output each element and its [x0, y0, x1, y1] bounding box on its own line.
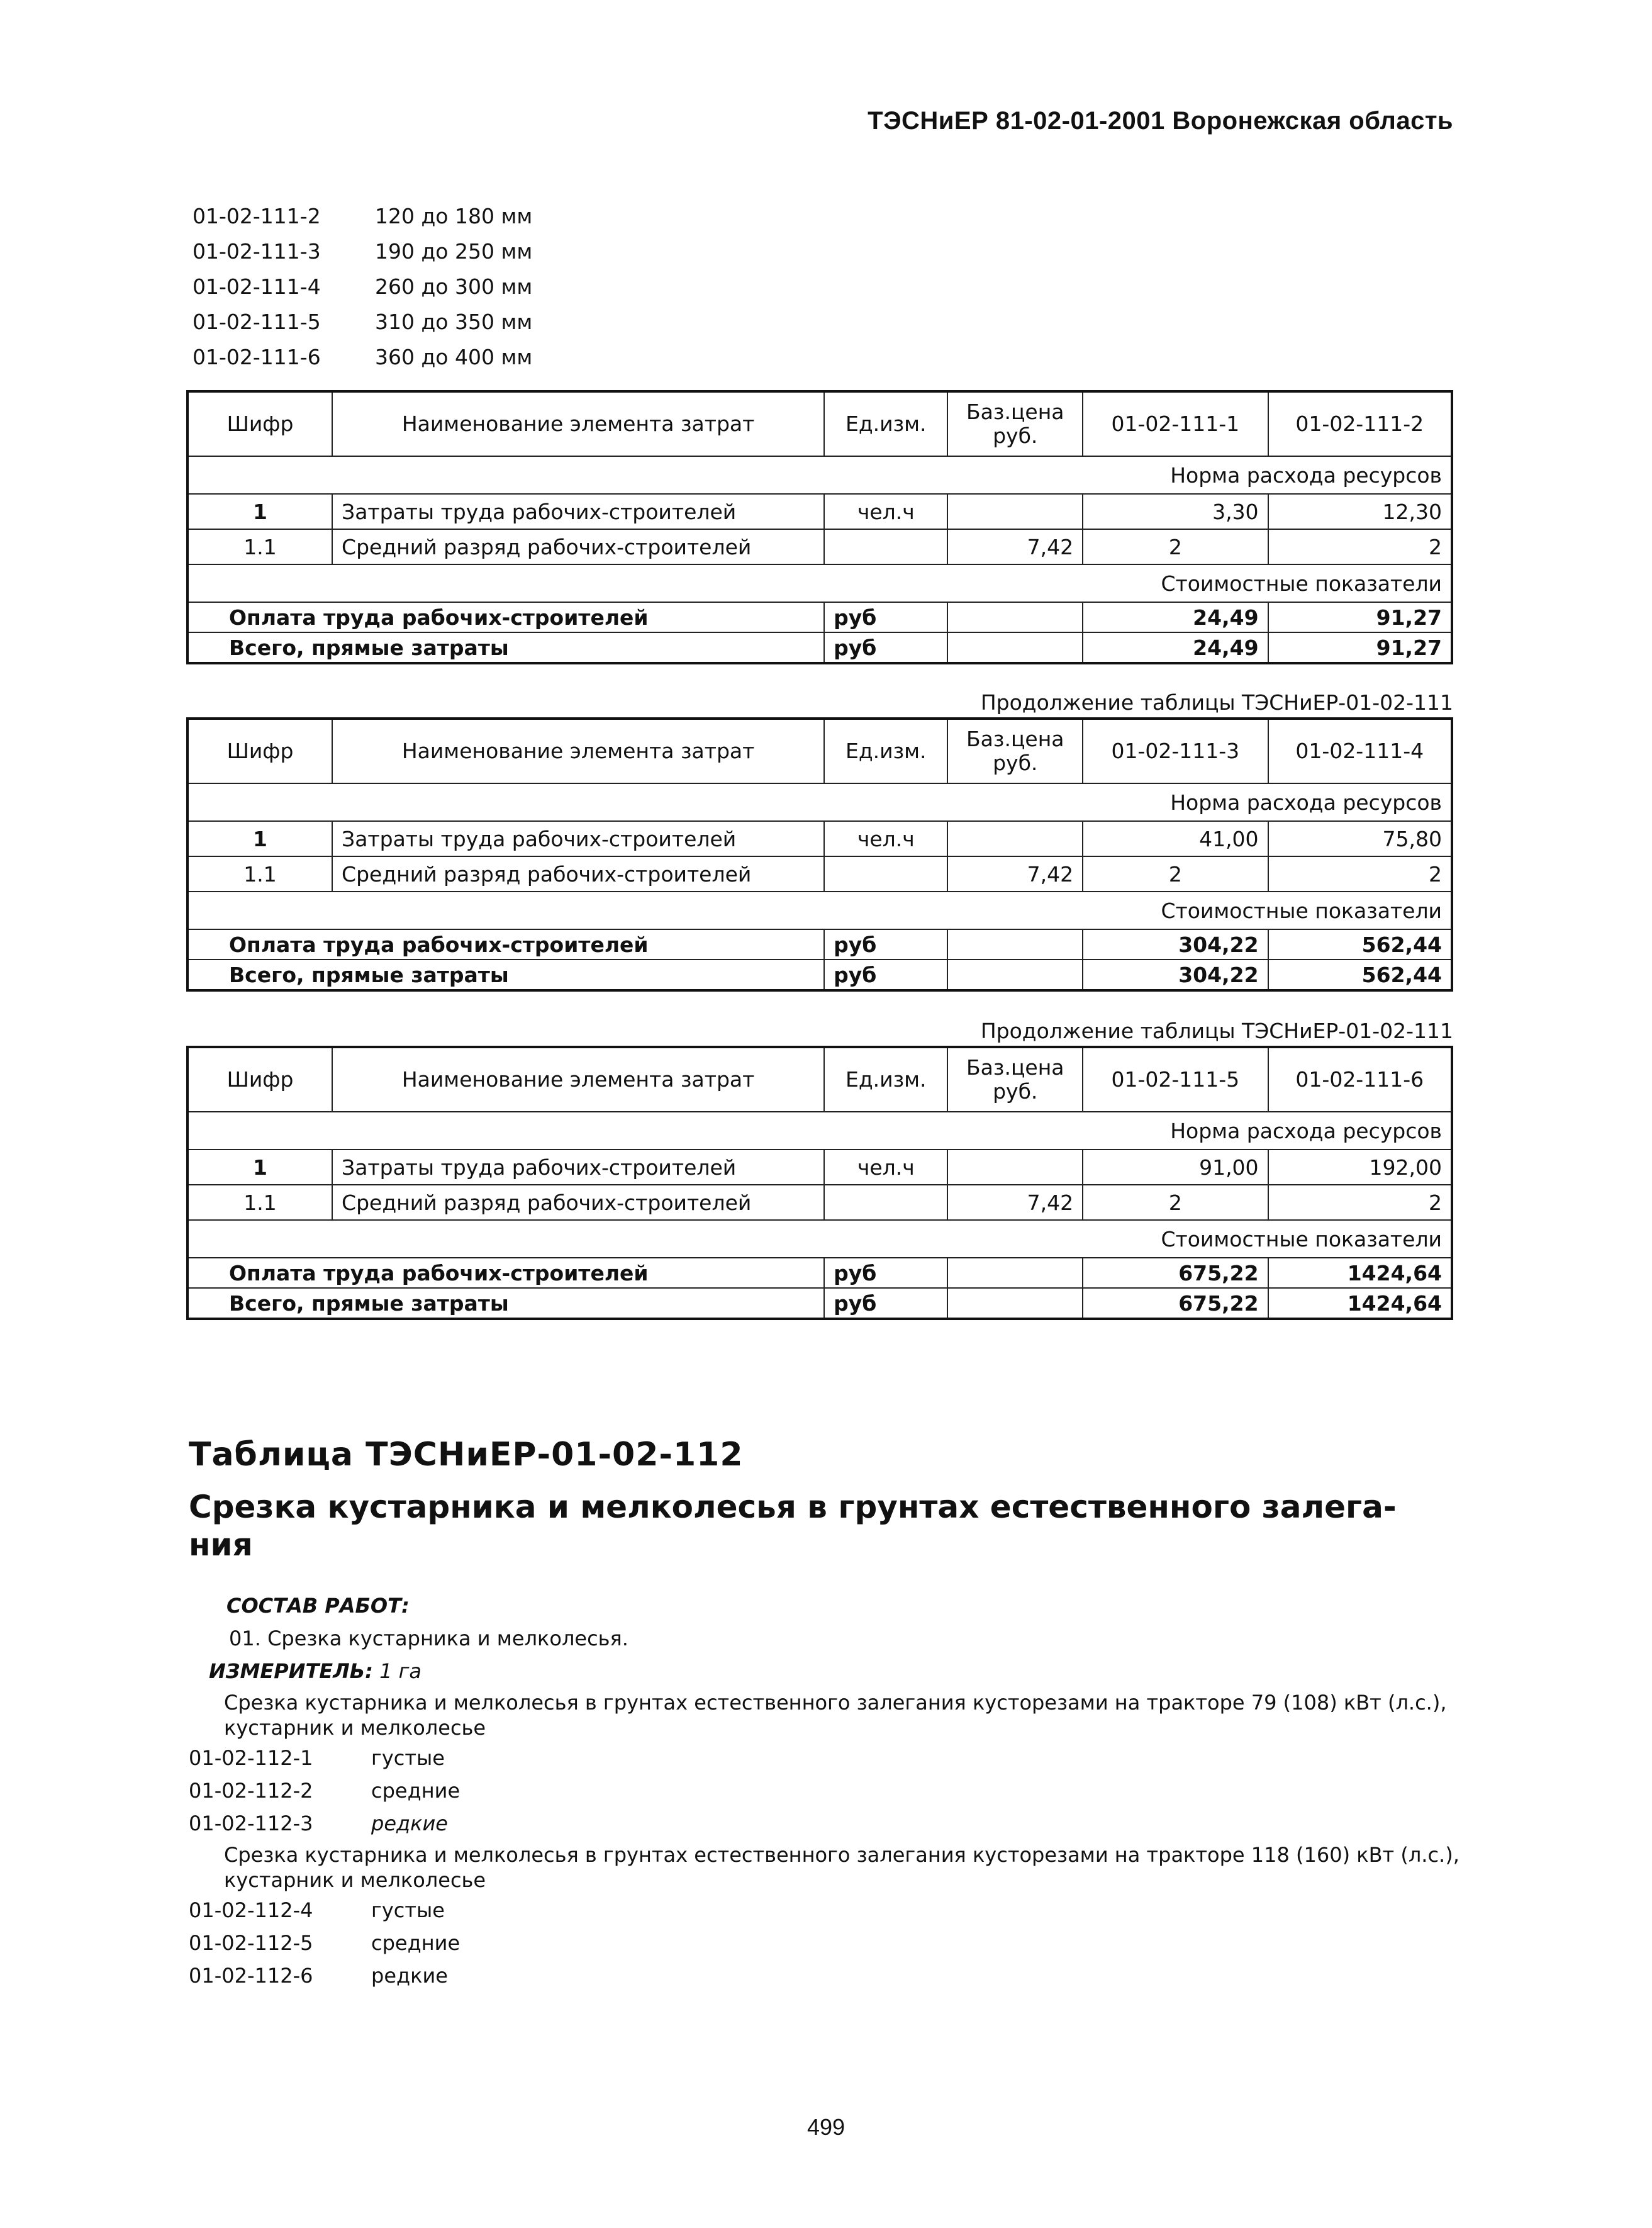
cost-label: Стоимостные показатели: [187, 892, 1452, 929]
cost-label: Стоимостные показатели: [187, 1220, 1452, 1258]
total-price: [947, 632, 1083, 663]
group-description: Срезка кустарника и мелколесья в грунтах естественного залегания кусторезами на тракторе 118 (160) кВт (л.с.), кустарник и мелколесье: [224, 1843, 1459, 1892]
measure-line: [189, 1655, 1459, 1688]
header-unit: Ед.изм.: [824, 719, 947, 783]
header-shifr: Шифр: [187, 391, 332, 456]
header-col-1: 01-02-111-1: [1083, 391, 1268, 456]
header-name: Наименование элемента затрат: [332, 1047, 824, 1112]
section-row: [187, 456, 1452, 494]
cell-price: [947, 494, 1083, 529]
measure-value: 1 га: [379, 1659, 422, 1683]
item-label: 310 до 350 мм: [375, 310, 533, 334]
works-section: [189, 1589, 1459, 1992]
header-name: Наименование элемента затрат: [332, 719, 824, 783]
cell-unit: [824, 529, 947, 564]
section-row: [187, 1220, 1452, 1258]
item-label: средние: [371, 1779, 460, 1803]
section-row: [187, 1112, 1452, 1150]
cell-shifr: 1.1: [187, 529, 332, 564]
continuation-caption: Продолжение таблицы ТЭСНиЕР-01-02-111: [980, 1019, 1453, 1043]
table-header-row: [187, 1047, 1452, 1112]
page-number: 499: [806, 2114, 846, 2140]
list-item: [193, 340, 532, 375]
total-name: Всего, прямые затраты: [187, 632, 824, 663]
total-name: Оплата труда рабочих-строителей: [187, 602, 824, 632]
total-value-2: 91,27: [1268, 602, 1452, 632]
item-code: 01-02-111-5: [193, 310, 321, 334]
total-row: [187, 1288, 1452, 1319]
total-unit: руб: [824, 929, 947, 960]
total-name: Оплата труда рабочих-строителей: [187, 929, 824, 960]
total-row: [187, 602, 1452, 632]
measure-label: ИЗМЕРИТЕЛЬ:: [209, 1659, 373, 1683]
resource-table: [186, 390, 1453, 664]
section-row: [187, 892, 1452, 929]
header-col-2: 01-02-111-4: [1268, 719, 1452, 783]
cell-value-2: 192,00: [1268, 1150, 1452, 1185]
continuation-caption: Продолжение таблицы ТЭСНиЕР-01-02-111: [980, 690, 1453, 715]
group-description: Срезка кустарника и мелколесья в грунтах естественного залегания кусторезами на тракторе 79 (108) кВт (л.с.), кустарник и мелколесье: [224, 1691, 1447, 1740]
intro-code-list: [193, 199, 532, 375]
item-label: 190 до 250 мм: [375, 239, 533, 264]
cell-value-2: 2: [1268, 529, 1452, 564]
cell-name: Затраты труда рабочих-строителей: [332, 494, 824, 529]
list-item: [193, 305, 532, 340]
cell-price: 7,42: [947, 529, 1083, 564]
item-code: 01-02-111-2: [193, 204, 321, 228]
table-header-row: [187, 391, 1452, 456]
cell-price: [947, 1150, 1083, 1185]
cell-price: [947, 821, 1083, 856]
item-label: 260 до 300 мм: [375, 274, 533, 299]
norm-label: Норма расхода ресурсов: [187, 783, 1452, 821]
list-item: [193, 269, 532, 305]
item-label: 360 до 400 мм: [375, 345, 533, 369]
total-row: [187, 960, 1452, 990]
cell-name: Средний разряд рабочих-строителей: [332, 529, 824, 564]
table-row: [187, 529, 1452, 564]
total-name: Всего, прямые затраты: [187, 1288, 824, 1319]
cell-price: 7,42: [947, 1185, 1083, 1220]
cell-shifr: 1: [187, 494, 332, 529]
header-shifr: Шифр: [187, 719, 332, 783]
total-row: [187, 929, 1452, 960]
total-price: [947, 960, 1083, 990]
header-price: Баз.цена руб.: [947, 1047, 1083, 1112]
total-value-2: 1424,64: [1268, 1288, 1452, 1319]
header-col-1: 01-02-111-5: [1083, 1047, 1268, 1112]
total-row: [187, 632, 1452, 663]
total-price: [947, 1258, 1083, 1288]
section-row: [187, 564, 1452, 602]
table-row: [187, 821, 1452, 856]
table-header-row: [187, 719, 1452, 783]
cell-value-2: 2: [1268, 856, 1452, 892]
total-value-2: 562,44: [1268, 929, 1452, 960]
item-code: 01-02-111-6: [193, 345, 321, 369]
item-label: редкие: [371, 1964, 448, 1988]
total-value-1: 24,49: [1083, 602, 1268, 632]
header-col-2: 01-02-111-2: [1268, 391, 1452, 456]
item-code: 01-02-112-4: [189, 1898, 313, 1922]
header-col-2: 01-02-111-6: [1268, 1047, 1452, 1112]
total-name: Оплата труда рабочих-строителей: [187, 1258, 824, 1288]
item-label: густые: [371, 1746, 445, 1770]
cell-unit: чел.ч: [824, 1150, 947, 1185]
cell-value-1: 91,00: [1083, 1150, 1268, 1185]
section-subtitle: Срезка кустарника и мелколесья в грунтах естественного залега-ния: [189, 1489, 1397, 1563]
total-value-1: 24,49: [1083, 632, 1268, 663]
resource-table-1: [186, 390, 1453, 664]
cell-value-2: 75,80: [1268, 821, 1452, 856]
list-item: [189, 1742, 1459, 1774]
cell-unit: чел.ч: [824, 821, 947, 856]
cell-shifr: 1: [187, 1150, 332, 1185]
total-unit: руб: [824, 1258, 947, 1288]
item-code: 01-02-112-2: [189, 1779, 313, 1803]
works-label-line: [189, 1589, 1459, 1622]
cell-shifr: 1.1: [187, 856, 332, 892]
resource-table: [186, 1046, 1453, 1320]
table-row: [187, 1185, 1452, 1220]
section-row: [187, 783, 1452, 821]
cell-name: Средний разряд рабочих-строителей: [332, 856, 824, 892]
list-item: [189, 1807, 1459, 1840]
list-item: [193, 199, 532, 234]
list-item: [189, 1927, 1459, 1959]
total-unit: руб: [824, 602, 947, 632]
cell-price: 7,42: [947, 856, 1083, 892]
list-item: [193, 234, 532, 269]
cell-unit: чел.ч: [824, 494, 947, 529]
total-unit: руб: [824, 960, 947, 990]
cell-shifr: 1.1: [187, 1185, 332, 1220]
total-price: [947, 929, 1083, 960]
list-item: [189, 1894, 1459, 1927]
works-item: 01. Срезка кустарника и мелколесья.: [229, 1626, 628, 1650]
item-code: 01-02-112-5: [189, 1931, 313, 1955]
item-label: густые: [371, 1898, 445, 1922]
total-value-1: 304,22: [1083, 929, 1268, 960]
cell-value-1: 3,30: [1083, 494, 1268, 529]
total-value-2: 1424,64: [1268, 1258, 1452, 1288]
table-row: [187, 494, 1452, 529]
cell-name: Затраты труда рабочих-строителей: [332, 821, 824, 856]
cell-value-1: 41,00: [1083, 821, 1268, 856]
header-unit: Ед.изм.: [824, 1047, 947, 1112]
header-unit: Ед.изм.: [824, 391, 947, 456]
cell-name: Средний разряд рабочих-строителей: [332, 1185, 824, 1220]
list-item: [189, 1774, 1459, 1807]
header-price: Баз.цена руб.: [947, 391, 1083, 456]
norm-label: Норма расхода ресурсов: [187, 1112, 1452, 1150]
total-value-1: 304,22: [1083, 960, 1268, 990]
item-label: средние: [371, 1931, 460, 1955]
item-code: 01-02-111-4: [193, 274, 321, 299]
total-value-1: 675,22: [1083, 1288, 1268, 1319]
total-name: Всего, прямые затраты: [187, 960, 824, 990]
resource-table-2: [186, 688, 1453, 992]
total-value-2: 562,44: [1268, 960, 1452, 990]
item-label: редкие: [371, 1811, 448, 1835]
cost-label: Стоимостные показатели: [187, 564, 1452, 602]
total-price: [947, 1288, 1083, 1319]
header-col-1: 01-02-111-3: [1083, 719, 1268, 783]
works-label: СОСТАВ РАБОТ:: [226, 1594, 410, 1618]
header-shifr: Шифр: [187, 1047, 332, 1112]
table-row: [187, 856, 1452, 892]
total-unit: руб: [824, 632, 947, 663]
item-code: 01-02-111-3: [193, 239, 321, 264]
cell-shifr: 1: [187, 821, 332, 856]
cell-value-1: 2: [1083, 1185, 1268, 1220]
cell-value-2: 12,30: [1268, 494, 1452, 529]
resource-table-3: [186, 1017, 1453, 1320]
header-price: Баз.цена руб.: [947, 719, 1083, 783]
cell-unit: [824, 856, 947, 892]
cell-name: Затраты труда рабочих-строителей: [332, 1150, 824, 1185]
item-code: 01-02-112-3: [189, 1811, 313, 1835]
cell-value-2: 2: [1268, 1185, 1452, 1220]
section-title: Таблица ТЭСНиЕР-01-02-112: [189, 1436, 744, 1474]
page-header-title: ТЭСНиЕР 81-02-01-2001 Воронежская область: [868, 107, 1453, 135]
resource-table: [186, 717, 1453, 992]
item-code: 01-02-112-6: [189, 1964, 313, 1988]
norm-label: Норма расхода ресурсов: [187, 456, 1452, 494]
item-label: 120 до 180 мм: [375, 204, 533, 228]
cell-value-1: 2: [1083, 529, 1268, 564]
total-value-1: 675,22: [1083, 1258, 1268, 1288]
list-item: [189, 1959, 1459, 1992]
total-price: [947, 602, 1083, 632]
total-value-2: 91,27: [1268, 632, 1452, 663]
table-row: [187, 1150, 1452, 1185]
total-unit: руб: [824, 1288, 947, 1319]
total-row: [187, 1258, 1452, 1288]
cell-value-1: 2: [1083, 856, 1268, 892]
cell-unit: [824, 1185, 947, 1220]
header-name: Наименование элемента затрат: [332, 391, 824, 456]
item-code: 01-02-112-1: [189, 1746, 313, 1770]
